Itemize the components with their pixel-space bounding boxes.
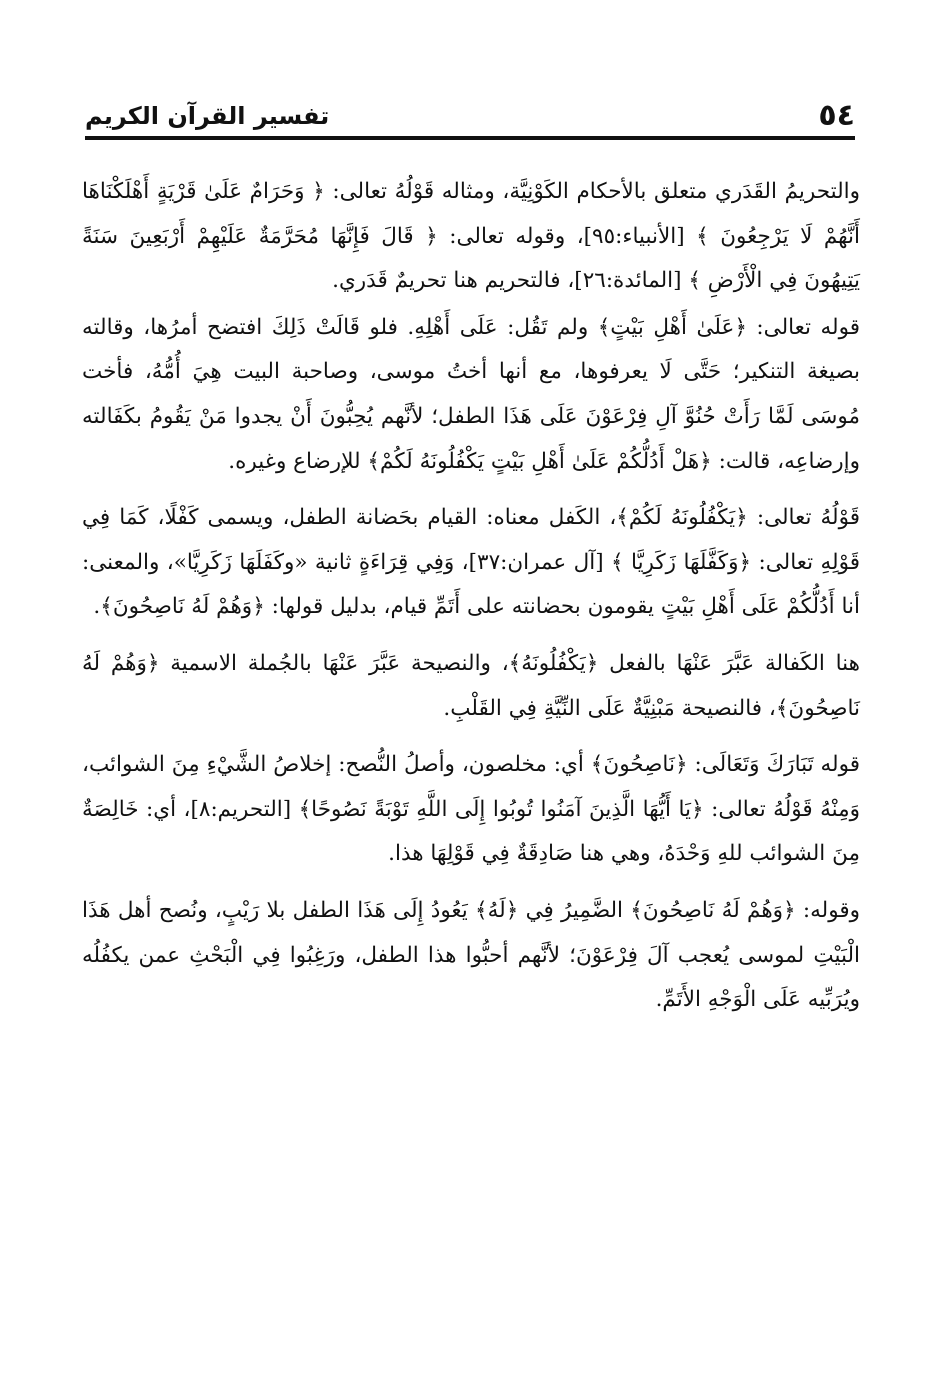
running-header	[85, 96, 855, 136]
page-body	[82, 170, 860, 1023]
paragraph-qadari-prohibition: والتحريمُ القَدَري متعلق بالأحكام الكَوْنِيَّة، ومثاله قَوْلُهُ تعالى: ﴿ وَحَرَامٌ عَلَىٰ قَرْيَةٍ أَهْلَكْنَاهَا أَنَّهُمْ لَا يَرْجِعُونَ ﴾ [الأنبياء:٩٥]، وقوله تعالى: ﴿ قَالَ فَإِنَّهَا مُحَرَّمَةٌ عَلَيْهِمْ أَرْبَعِينَ سَنَةً يَتِيهُونَ فِي الْأَرْضِ ﴾ [المائدة:٢٦]، فالتحريم هنا تحريمٌ قَدَري.	[82, 179, 861, 294]
paragraph-yakfulunahu: قَوْلُهُ تعالى: ﴿يَكْفُلُونَهُ لَكُمْ﴾، الكَفل معناه: القيام بحَضانة الطفل، ويسمى كَفْلًا، كَمَا فِي قَوْلِهِ تعالى: ﴿وَكَفَّلَهَا زَكَرِيَّا ﴾ [آل عمران:٣٧]، وَفِي قِرَاءَةٍ ثانية «وكَفَلَهَا زَكَرِيَّا»، والمعنى: أنا أَدُلُّكُمْ عَلَى أَهْلِ بَيْتٍ يقومون بحضانته على أَتَمِّ قيام، بدليل قولها: ﴿وَهُمْ لَهُ نَاصِحُونَ﴾.	[82, 505, 860, 620]
paragraph-pronoun-lahu: وقوله: ﴿وَهُمْ لَهُ نَاصِحُونَ﴾ الضَّمِيرُ فِي ﴿لَهُ﴾ يَعُودُ إِلَى هَذَا الطفل بلا رَيْبٍ، ونُصح أهل هَذَا الْبَيْتِ لموسى يُعجب آلَ فِرْعَوْنَ؛ لأنَّهم أحبُّوا هذا الطفل، ورَغِبُوا فِي الْبَحْثِ عمن يكفُلُه ويُرَبِّيه عَلَى الْوَجْهِ الأَتَمِّ.	[82, 897, 860, 1013]
paragraph-kafala-nasiha: هنا الكَفالة عَبَّرَ عَنْهَا بالفعل ﴿يَكْفُلُونَهُ﴾، والنصيحة عَبَّرَ عَنْهَا بالجُملة الاسمية ﴿وَهُمْ لَهُ نَاصِحُونَ﴾، فالنصيحة مَبْنِيَّةٌ عَلَى النِّيَّةِ فِي القَلْبِ.	[82, 650, 860, 721]
header-rule	[85, 136, 855, 140]
book-title: تفسير القرآن الكريم	[85, 102, 330, 130]
paragraph-ahl-bayt: قوله تعالى: ﴿عَلَىٰ أَهْلِ بَيْتٍ﴾ ولم تَقُل: عَلَى أَهْلِهِ. فلو قَالَتْ ذَلِكَ افتضح أمرُها، وقالته بصيغة التنكير؛ حَتَّى لَا يعرفوها، مع أنها أختُ موسى، وصاحبة البيت هِيَ أُمُّهُ، فأخت مُوسَى لَمَّا رَأَتْ حُنُوَّ آلِ فِرْعَوْنَ عَلَى هَذَا الطفل؛ لأنَّهم يُحِبُّونَ أَنْ يجدوا مَنْ يَقُومُ بكَفَالته وإرضاعِه، قالت: ﴿هَلْ أَدُلُّكُمْ عَلَىٰ أَهْلِ بَيْتٍ يَكْفُلُونَهُ لَكُمْ﴾ للإرضاع وغيره.	[82, 314, 860, 474]
page-number: ٥٤	[818, 98, 855, 133]
paragraph-nasihun-meaning: قوله تَبَارَكَ وَتَعَالَى: ﴿نَاصِحُونَ﴾ أي: مخلصون، وأصلُ النُّصح: إخلاصُ الشَّيْءِ مِنَ الشوائب، وَمِنْهُ قَوْلُهُ تعالى: ﴿يَا أَيُّهَا الَّذِينَ آمَنُوا تُوبُوا إِلَى اللَّهِ تَوْبَةً نَصُوحًا﴾ [التحريم:٨]، أي: خَالِصَةٌ مِنَ الشوائب للهِ وَحْدَهُ، وهي هنا صَادِقَةٌ فِي قَوْلِهَا هذا.	[82, 752, 861, 867]
